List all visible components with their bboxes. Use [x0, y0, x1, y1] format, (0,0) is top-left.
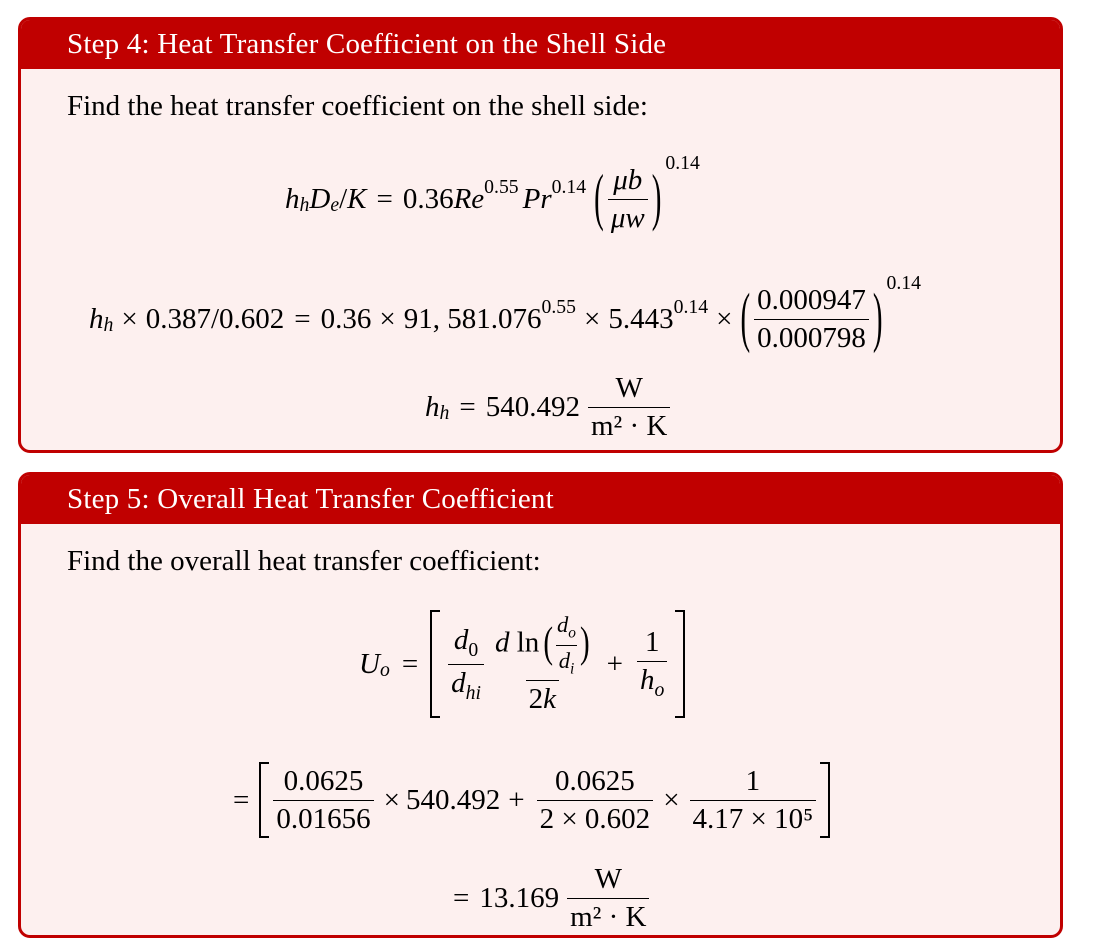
step5-result-value: 13.169 — [479, 881, 560, 914]
step4-eq1-frac-den: μw — [608, 199, 648, 235]
step5-title: Step 5: Overall Heat Transfer Coefficient — [21, 475, 1060, 524]
step4-eq2-frac-den: 0.000798 — [754, 319, 869, 355]
step5-f2-num: 0.0625 — [555, 764, 635, 797]
step4-eq2-lhs-num: 0.387 — [145, 302, 211, 335]
step4-eq1-frac-num: μb — [613, 163, 643, 196]
step5-intro: Find the overall heat transfer coefficient: — [67, 545, 541, 577]
step5-mult-value: 540.492 — [405, 783, 501, 816]
step5-f1-num: 0.0625 — [283, 764, 364, 797]
step5-result-unit-num: W — [594, 862, 622, 895]
step5-f3-den: 4.17 × 10⁵ — [690, 800, 817, 836]
step4-title: Step 4: Heat Transfer Coefficient on the Shell Side — [21, 20, 1060, 69]
step4-result-value: 540.492 — [485, 390, 580, 423]
step4-equation-substitution: h $_h$ × 0.387 / 0.602 = 0.36 × 91, 581.076 $^{0.55}$ × 5.443 $^{0.14}$ × ( $\frac{0.000947}{0.000798}$ ) $^{0.14}$ — [89, 271, 922, 355]
step4-eq1-re-exp: 0.55 — [484, 175, 519, 198]
step4-eq1-outer-exp: 0.14 — [665, 151, 700, 174]
step4-eq2-re-val: 91, 581.076 — [403, 302, 542, 335]
step4-eq2-re-exp: 0.55 — [541, 295, 576, 318]
step4-eq2-frac-num: 0.000947 — [757, 283, 866, 316]
step4-eq2-coef: 0.36 — [320, 302, 372, 335]
step4-equation-correlation: h $_h$ D $_e$ / K = 0.36 Re $^{0.55}$ Pr $^{0.14}$ ( $\frac{\mu b}{\mu w}$ ) $^{0.14}$ — [285, 151, 700, 234]
step4-eq1-coef: 0.36 — [402, 182, 454, 215]
step4-box — [18, 17, 1063, 453]
step5-result-unit-den: m² · K — [567, 898, 649, 934]
step4-result-unit-den: m² · K — [588, 407, 670, 443]
step4-eq2-pr-exp: 0.14 — [673, 295, 709, 318]
step5-f1-den: 0.01656 — [273, 800, 373, 836]
step4-eq2-outer-exp: 0.14 — [886, 271, 922, 294]
step5-f2-den: 2 × 0.602 — [537, 800, 654, 836]
step5-equation-substitution: = $\frac{0.0625}{0.01656}$ × 540.492 + $\frac{0.0625}{2 \times 0.602}$ × $\frac{1}{\text{4.17 × 10⁵}}$ — [233, 750, 830, 850]
step4-eq1-pr-exp: 0.14 — [551, 175, 587, 198]
step4-eq2-lhs-den: 0.602 — [219, 302, 285, 335]
step5-box — [18, 472, 1063, 938]
step4-intro: Find the heat transfer coefficient on the shell side: — [67, 90, 648, 122]
step4-result-unit-num: W — [615, 371, 643, 404]
step5-equation-result: = 13.169 $\frac{W}{\text{m² · K}}$ — [453, 858, 653, 938]
step4-eq2-pr-val: 5.443 — [608, 302, 674, 335]
step5-equation-definition: U $_o$ = $\frac{d_0}{d_{hi}}$ d ln ( $\frac{d_o}{d_i}$ ) 2k + $\frac{1}{h_o}$ — [359, 608, 685, 720]
step4-equation-result: h $_h$ = 540.492 $\frac{W}{\text{m² · K}}$ — [425, 367, 674, 447]
step5-f3-num: 1 — [745, 764, 761, 797]
